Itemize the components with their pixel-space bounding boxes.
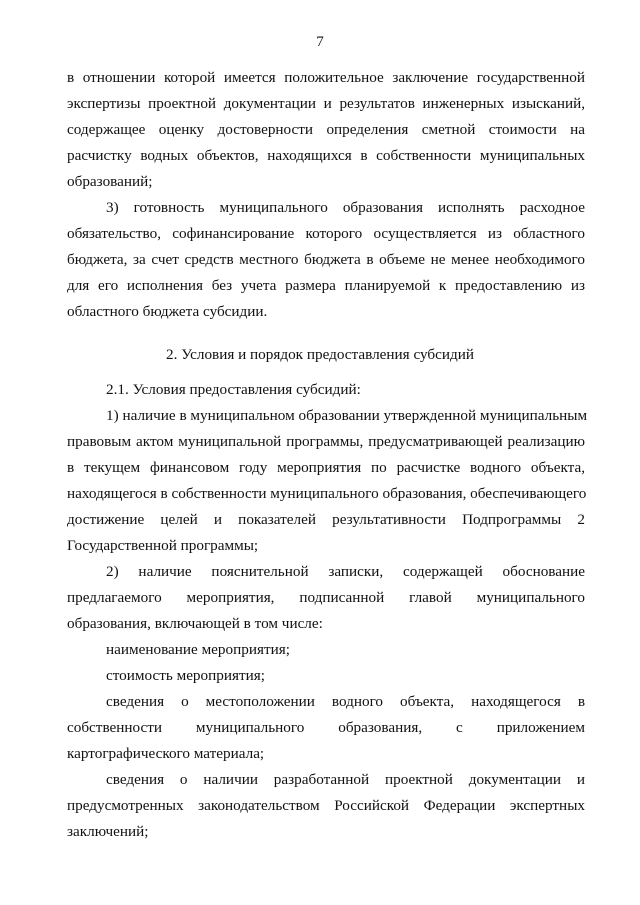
text-line: 2) наличие пояснительной записки, содержащей обоснование [106, 563, 585, 580]
text-line: бюджета, за счет средств местного бюджета в объеме не менее необходимого [67, 251, 585, 268]
section-heading: 2. Условия и порядок предоставления субсидий [166, 346, 474, 363]
text-line: правовым актом муниципальной программы, предусматривающей реализацию [67, 433, 585, 450]
text-line: областного бюджета субсидии. [67, 303, 268, 320]
text-line: в отношении которой имеется положительное заключение государственной [67, 69, 585, 86]
text-line: наименование мероприятия; [106, 641, 290, 658]
text-line: 3) готовность муниципального образования исполнять расходное [106, 199, 585, 216]
text-line: находящегося в собственности муниципального образования, обеспечивающего [67, 485, 587, 502]
text-line: заключений; [67, 823, 149, 840]
text-line: достижение целей и показателей результативности Подпрограммы 2 [67, 511, 585, 528]
text-line: образования, включающей в том числе: [67, 615, 323, 632]
text-line: стоимость мероприятия; [106, 667, 265, 684]
text-line: собственности муниципального образования, с приложением [67, 719, 585, 736]
text-line: содержащее оценку достоверности определения сметной стоимости на [67, 121, 585, 138]
page-number: 7 [316, 34, 324, 50]
text-line: образований; [67, 173, 153, 190]
text-line: предлагаемого мероприятия, подписанной главой муниципального [67, 589, 585, 606]
text-line: экспертизы проектной документации и результатов инженерных изысканий, [67, 95, 585, 112]
text-line: 1) наличие в муниципальном образовании утвержденной муниципальным [106, 407, 588, 424]
text-line: обязательство, софинансирование которого осуществляется из областного [67, 225, 585, 242]
text-line: картографического материала; [67, 745, 265, 762]
text-line: в текущем финансовом году мероприятия по расчистке водного объекта, [67, 459, 585, 476]
text-line: сведения о местоположении водного объекта, находящегося в [106, 693, 585, 710]
text-line: предусмотренных законодательством Российской Федерации экспертных [67, 797, 585, 814]
text-line: расчистку водных объектов, находящихся в собственности муниципальных [67, 147, 585, 164]
subsection-heading: 2.1. Условия предоставления субсидий: [106, 381, 361, 398]
text-line: Государственной программы; [67, 537, 259, 554]
text-line: для его исполнения без учета размера планируемой к предоставлению из [67, 277, 585, 294]
text-line: сведения о наличии разработанной проектной документации и [106, 771, 585, 788]
